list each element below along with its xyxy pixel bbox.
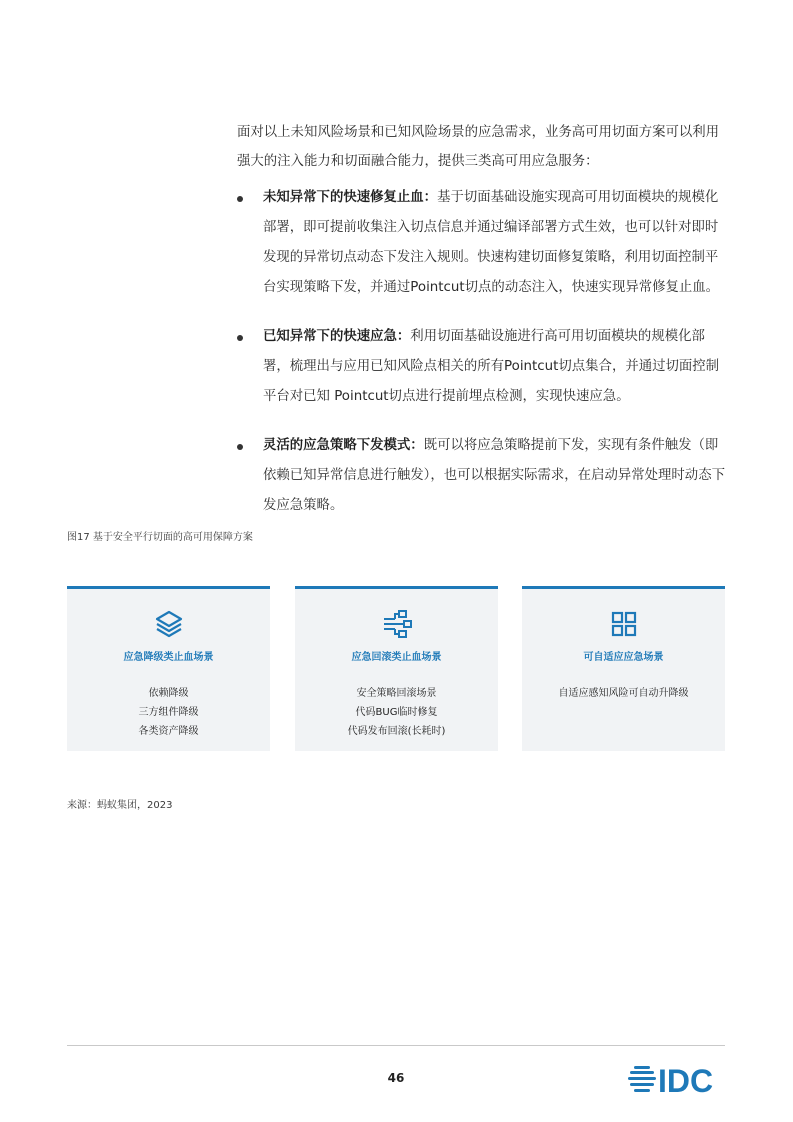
card-item: 各类资产降级	[138, 726, 199, 737]
card-item: 代码发布回滚(长耗时)	[347, 726, 446, 737]
bullet-item-known-anomaly	[237, 322, 727, 412]
card-item: 自适应感知风险可自动升降级	[558, 688, 689, 699]
bullet-item-flexible-policy	[237, 431, 727, 521]
bullet-dot-icon	[237, 196, 243, 202]
card-degrade-scenario	[67, 586, 270, 751]
card-item: 三方组件降级	[138, 707, 199, 718]
bullet-dot-icon	[237, 444, 243, 450]
bullet-list	[237, 183, 727, 540]
card-adaptive-scenario	[522, 586, 725, 751]
layers-icon	[154, 609, 184, 639]
bullet-title: 已知异常下的快速应急：	[263, 329, 411, 344]
card-items	[295, 684, 498, 741]
flow-icon	[382, 609, 412, 639]
card-item: 依赖降级	[148, 688, 189, 699]
figure-caption: 图17 基于安全平行切面的高可用保障方案	[67, 532, 253, 543]
card-items	[522, 684, 725, 703]
intro-paragraph: 面对以上未知风险场景和已知风险场景的应急需求，业务高可用切面方案可以利用强大的注入能力和切面融合能力，提供三类高可用应急服务：	[237, 125, 720, 169]
bullet-text: 基于切面基础设施实现高可用切面模块的规模化部署，即可提前收集注入切点信息并通过编译部署方式生效，也可以针对即时发现的异常切点动态下发注入规则。快速构建切面修复策略，利用切面控制平台实现策略下发，并通过Pointcut切点的动态注入，快速实现异常修复止血。	[263, 190, 720, 295]
card-rollback-scenario	[295, 586, 498, 751]
card-item: 安全策略回滚场景	[356, 688, 437, 699]
bullet-dot-icon	[237, 335, 243, 341]
card-item: 代码BUG临时修复	[355, 707, 438, 718]
bullet-title: 未知异常下的快速修复止血：	[263, 190, 438, 205]
idc-logo-globe-icon	[628, 1066, 656, 1092]
card-title: 应急回滚类止血场景	[351, 652, 442, 663]
card-title: 可自适应应急场景	[583, 652, 664, 663]
page-number: 46	[387, 1071, 405, 1085]
bullet-item-unknown-anomaly	[237, 183, 727, 303]
scenario-cards	[67, 586, 725, 751]
bullet-text: 既可以将应急策略提前下发，实现有条件触发（即依赖已知异常信息进行触发），也可以根据实际需求，在启动异常处理时动态下发应急策略。	[263, 438, 725, 513]
footer-divider	[67, 1045, 725, 1046]
idc-logo-text: IDC	[658, 1063, 714, 1096]
bullet-text: 利用切面基础设施进行高可用切面模块的规模化部署，梳理出与应用已知风险点相关的所有Pointcut切点集合，并通过切面控制平台对已知 Pointcut切点进行提前埋点检测，实现快速应急。	[263, 329, 720, 404]
idc-logo	[627, 1062, 727, 1096]
source-note: 来源：蚂蚁集团，2023	[67, 800, 173, 811]
bullet-title: 灵活的应急策略下发模式：	[263, 438, 424, 453]
card-title: 应急降级类止血场景	[123, 652, 214, 663]
card-items	[67, 684, 270, 741]
grid-icon	[609, 609, 639, 639]
